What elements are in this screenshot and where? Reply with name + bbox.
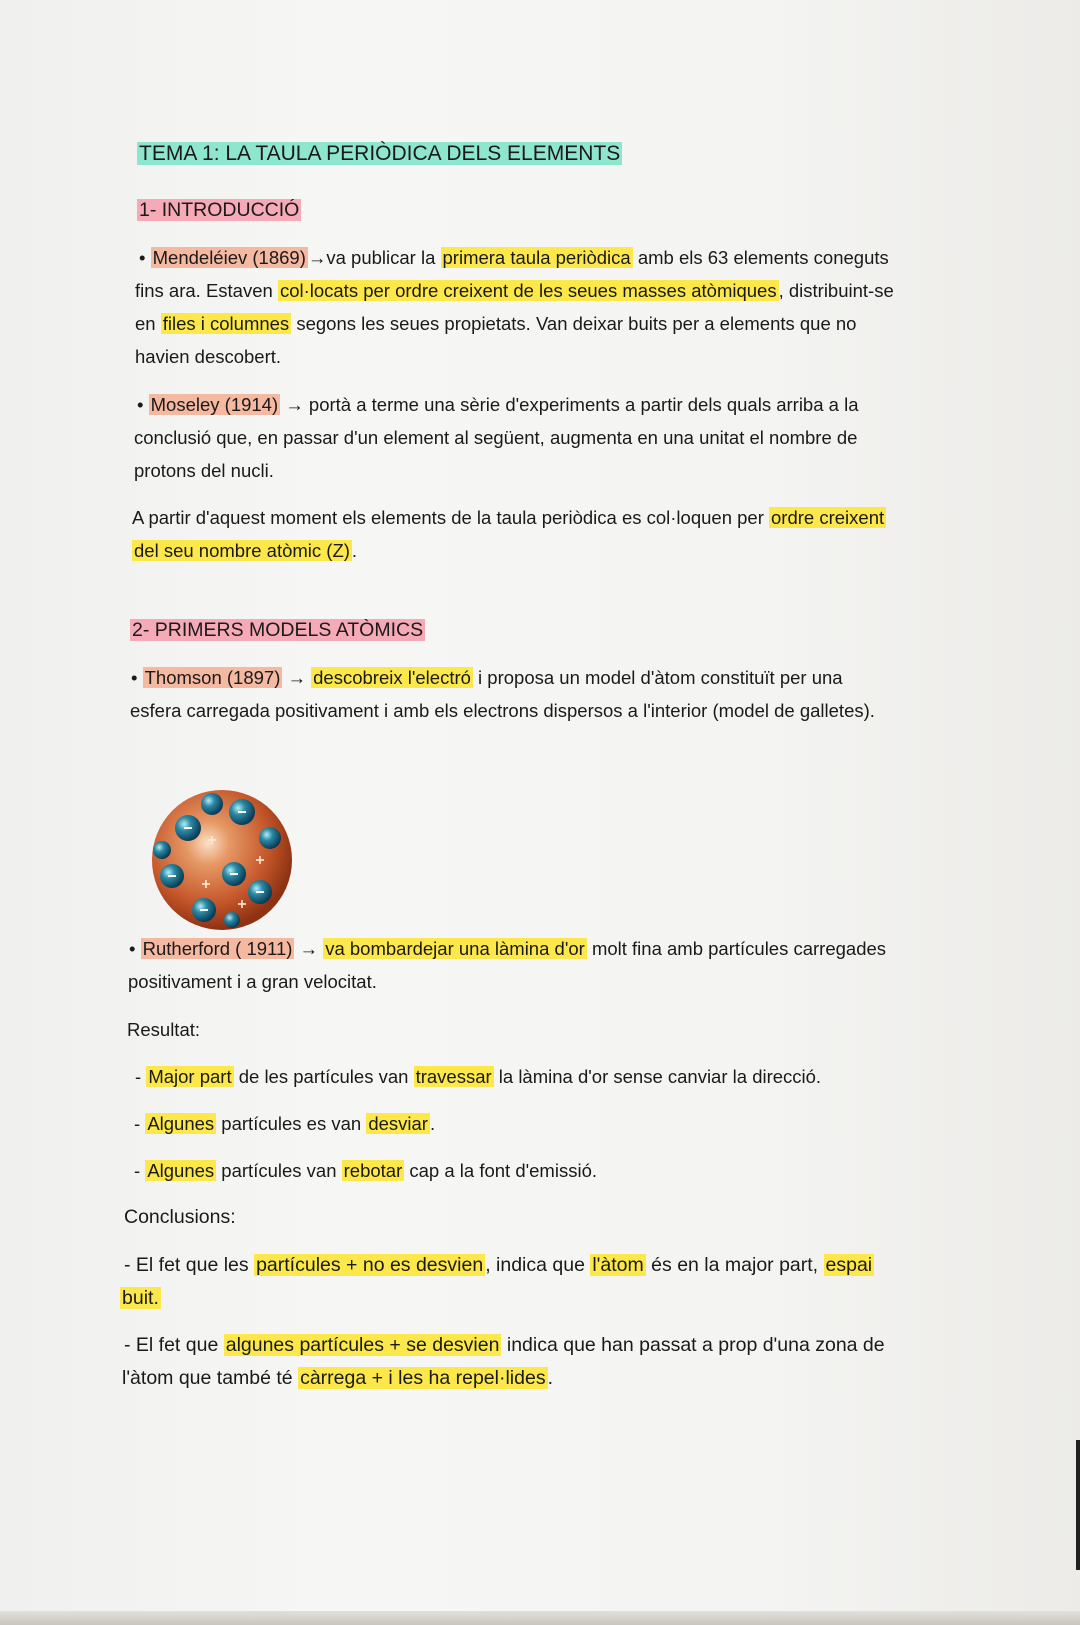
conclusions-label: Conclusions:: [124, 1206, 236, 1228]
mendeleiev-line-3: en files i columnes segons les seues propietats. Van deixar buits per a elements que no: [135, 313, 857, 334]
resultat-item-2: - Algunes partícules es van desviar .: [134, 1113, 436, 1134]
apartir-line-2: del seu nombre atòmic (Z) .: [134, 540, 358, 561]
resultat-label: Resultat:: [127, 1019, 201, 1040]
electron-icon: [259, 827, 281, 849]
mendeleiev-line-4: havien descobert.: [135, 346, 282, 367]
highlight-rutherford: Rutherford ( 1911): [142, 938, 293, 959]
mendeleiev-line-1: • Mendeléiev (1869) →va publicar la primera taula periòdica amb els 63 elements coneguts: [139, 247, 889, 268]
rutherford-line-1: • Rutherford ( 1911) → va bombardejar una làmina d'or molt fina amb partícules carregades: [129, 938, 887, 959]
page-edge-shadow: [1076, 1440, 1080, 1570]
rutherford-line-2: positivament i a gran velocitat.: [128, 971, 377, 992]
thomson-line-1: • Thomson (1897) → descobreix l'electró i proposa un model d'àtom constituït per una: [131, 667, 843, 688]
electron-icon: [201, 793, 223, 815]
moseley-line-3: protons del nucli.: [134, 460, 274, 481]
moseley-line-2: conclusió que, en passar d'un element al següent, augmenta en una unitat el nombre de: [134, 427, 858, 448]
positive-sphere: [152, 790, 292, 930]
highlight-moseley: Moseley (1914): [150, 394, 279, 415]
conclusion-1-line-2: buit.: [122, 1287, 159, 1309]
thomson-line-2: esfera carregada positivament i amb els electrons dispersos a l'interior (model de galletes).: [130, 700, 875, 721]
resultat-item-1: - Major part de les partícules van travessar la làmina d'or sense canviar la direcció.: [135, 1066, 822, 1087]
conclusion-2-line-1: - El fet que algunes partícules + se desvien indica que han passat a prop d'una zona de: [124, 1334, 885, 1356]
thomson-atom-model-image: [142, 780, 302, 940]
section-heading-1: 1- INTRODUCCIÓ: [139, 199, 300, 221]
electron-icon: [224, 912, 240, 928]
moseley-line-1: • Moseley (1914) → portà a terme una sèrie d'experiments a partir dels quals arriba a la: [137, 394, 859, 415]
electron-icon: [153, 841, 171, 859]
apartir-line-1: A partir d'aquest moment els elements de la taula periòdica es col·loquen per ordre creixent: [132, 507, 885, 528]
conclusion-2-line-2: l'àtom que també té càrrega + i les ha repel·lides .: [122, 1367, 554, 1389]
conclusion-1-line-1: - El fet que les partícules + no es desvien , indica que l'àtom és en la major part, espai: [124, 1254, 873, 1276]
highlight-mendeleiev: Mendeléiev (1869): [152, 247, 306, 268]
section-heading-2: 2- PRIMERS MODELS ATÒMICS: [132, 619, 424, 641]
mendeleiev-line-2: fins ara. Estaven col·locats per ordre creixent de les seues masses atòmiques , distribuint-se: [135, 280, 894, 301]
resultat-item-3: - Algunes partícules van rebotar cap a la font d'emissió.: [134, 1160, 597, 1181]
highlight-thomson: Thomson (1897): [144, 667, 281, 688]
page-title: TEMA 1: LA TAULA PERIÒDICA DELS ELEMENTS: [139, 142, 621, 165]
